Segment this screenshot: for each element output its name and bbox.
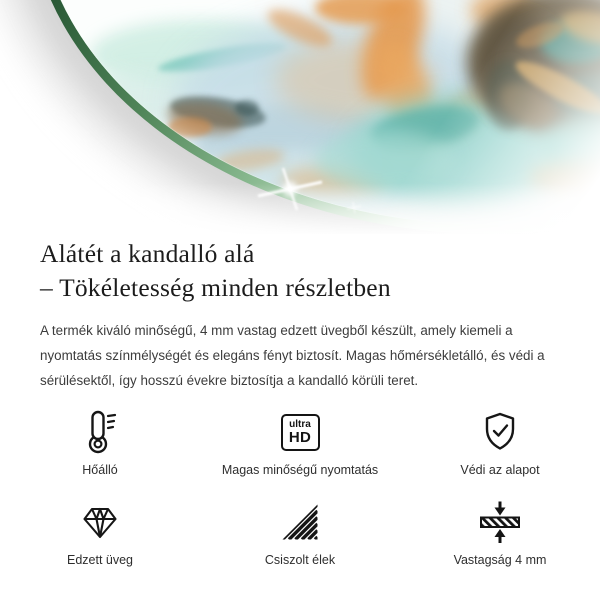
ultra-hd-text-top: ultra bbox=[289, 418, 311, 430]
polished-edges-icon bbox=[280, 499, 320, 545]
page-title-line2: – Tökéletesség minden részletben bbox=[40, 273, 391, 302]
feature-protects-base bbox=[400, 409, 600, 477]
ultra-hd-icon bbox=[281, 409, 320, 455]
glass-mat-illustration bbox=[0, 0, 600, 234]
feature-label: Edzett üveg bbox=[66, 553, 133, 567]
thermometer-icon bbox=[80, 409, 120, 455]
feature-polished-edges bbox=[200, 499, 400, 567]
feature-label: Hőálló bbox=[82, 463, 118, 477]
page-title bbox=[40, 237, 560, 305]
thickness-icon bbox=[478, 499, 522, 545]
product-description: A termék kiváló minőségű, 4 mm vastag edzett üvegből készült, amely kiemeli a nyomtatás színmélységét és elegáns fényt biztosít. Magas hőmérsékletálló, és védi a sérülésektől, így hosszú évekre biztosítja a kandalló körüli teret. bbox=[40, 323, 545, 388]
product-image bbox=[0, 0, 600, 234]
feature-heat-resistant bbox=[0, 409, 200, 477]
feature-print-quality bbox=[200, 409, 400, 477]
fade-bottom bbox=[0, 0, 600, 234]
diamond-icon bbox=[79, 499, 121, 545]
shield-check-icon bbox=[480, 409, 520, 455]
features-grid bbox=[0, 409, 600, 567]
page-title-line1: Alátét a kandalló alá bbox=[40, 239, 255, 268]
feature-tempered-glass bbox=[0, 499, 200, 567]
feature-thickness bbox=[400, 499, 600, 567]
feature-label: Magas minőségű nyomtatás bbox=[221, 463, 379, 477]
feature-label: Csiszolt élek bbox=[264, 553, 336, 567]
feature-label: Vastagság 4 mm bbox=[453, 553, 547, 567]
ultra-hd-badge bbox=[281, 414, 320, 451]
feature-label: Védi az alapot bbox=[460, 463, 540, 477]
ultra-hd-text-bottom: HD bbox=[288, 428, 312, 446]
